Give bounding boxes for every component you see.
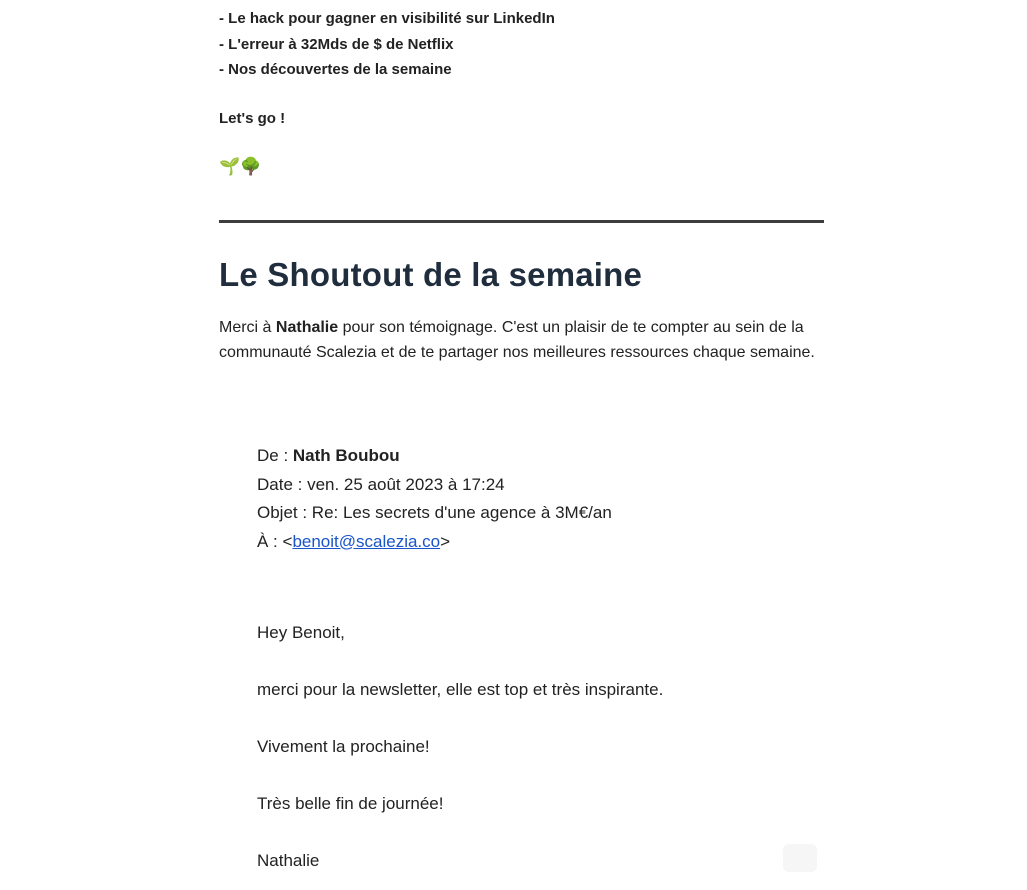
email-subject-line: Objet : Re: Les secrets d'une agence à 3M€/an [257,503,612,522]
seedling-tree-emoji-icon: 🌱🌳 [219,156,262,177]
newsletter-content [219,0,824,382]
section-title: Le Shoutout de la semaine [219,255,643,293]
email-to-label: À : < [257,531,293,551]
intro-list [219,0,824,83]
section-divider [219,220,824,223]
lets-go-text: Let's go ! [219,109,286,127]
shoutout-name: Nathalie [275,318,339,336]
email-to-close: > [440,531,451,551]
email-from-name: Nath Boubou [292,446,400,465]
email-signature: Nathalie [257,851,320,870]
email-from-label: De : [257,446,293,465]
quoted-email [257,442,817,871]
email-body-line: Vivement la prochaine! [257,737,430,756]
intro-item: - Nos découvertes de la semaine [219,61,452,78]
email-date-line: Date : ven. 25 août 2023 à 17:24 [257,474,505,494]
intro-item: - L'erreur à 32Mds de $ de Netflix [219,35,454,53]
shoutout-text-before: Merci à [219,318,276,336]
email-to-link[interactable]: benoit@scalezia.co [292,531,441,551]
email-to-line [257,528,817,557]
faint-overlay-button[interactable] [783,844,817,872]
shoutout-paragraph [219,315,824,366]
shoutout-text-after: pour son témoignage. C'est un plaisir de te compter au sein de la communauté Scalezia et de te partager nos meilleures ressources chaque semaine. [219,318,815,361]
email-greeting: Hey Benoit, [257,623,345,642]
email-body-line: Très belle fin de journée! [257,794,444,813]
email-body-line: merci pour la newsletter, elle est top et très inspirante. [257,680,664,699]
email-from-line [257,442,817,471]
intro-item: - Le hack pour gagner en visibilité sur LinkedIn [219,10,555,27]
